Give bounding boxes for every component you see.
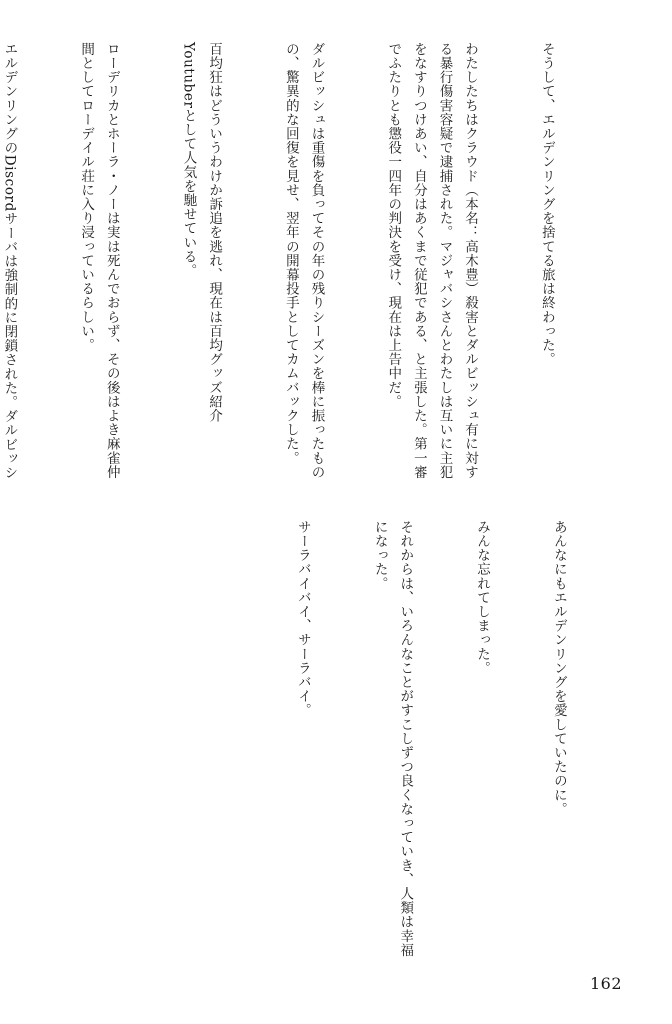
paragraph: わたしたちはクラウド（本名：高木豊）殺害とダルビッシュ有に対する暴行傷害容疑で逮捕された。マジャバシさんとわたしは互いに主犯をなすりつけあい、自分はあくまで従犯である、と主張した。第一審でふたりとも懲役一四年の判決を受け、現在は上告中だ。 xyxy=(385,42,479,480)
paragraph: ダルビッシュは重傷を負ってその年の残りシーズンを棒に振ったものの、驚異的な回復を見せ、翌年の開幕投手としてカムバックした。 xyxy=(282,42,325,480)
paragraph: エルデンリングのDiscordサーバは強制的に閉鎖された。ダルビッシ xyxy=(1,42,18,480)
paragraph: 百均狂はどういうわけか訴追を逃れ、現在は百均グッズ紹介Youtuberとして人気を馳せている。 xyxy=(180,42,223,423)
paragraph: みんな忘れてしまった。 xyxy=(474,520,491,676)
upper-text-block xyxy=(1,42,610,482)
paragraph: サーラバイバイ、サーラバイ。 xyxy=(294,520,311,718)
page-number: 162 xyxy=(589,974,622,993)
paragraph: ローデリカとホーラ・ノーは実は死んでおらず、その後はよき麻雀仲間としてローデイル荘に入り浸っているらしい。 xyxy=(78,42,120,480)
paragraph: そうして、エルデンリングを捨てる旅は終わった。 xyxy=(538,42,555,367)
lower-text-block xyxy=(294,520,622,960)
paragraph: それからは、いろんなことがすこしずつ良くなっていき、人類は幸福になった。 xyxy=(371,520,414,958)
paragraph: あんなにもエルデンリングを愛していたのに。 xyxy=(550,520,567,817)
